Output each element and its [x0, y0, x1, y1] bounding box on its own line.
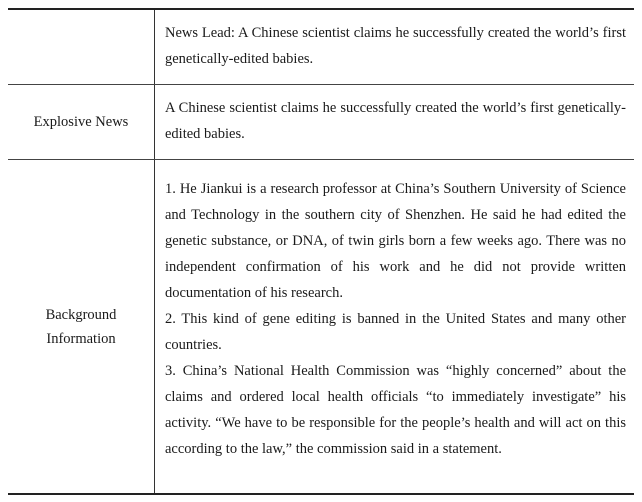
- news-lead-text: News Lead: A Chinese scientist claims he successfully created the world’s first genetically-edited babies.: [165, 25, 626, 67]
- background-paragraph-3: 3. China’s National Health Commission was “highly concerned” about the claims and ordered local health officials “to immediately investigate” his activity. “We have to be responsible for the people’s health and will act on this according to the law,” the commission said in a statement.: [165, 363, 626, 457]
- row-label-empty: [8, 10, 155, 84]
- background-paragraph-2: 2. This kind of gene editing is banned in the United States and many other countries.: [165, 311, 626, 353]
- explosive-news-text: A Chinese scientist claims he successfully created the world’s first genetically-edited babies.: [165, 100, 626, 142]
- row-label-text-line-1: Background: [45, 306, 117, 323]
- table-row-background-information: [8, 160, 634, 493]
- background-information-text: [155, 160, 634, 493]
- row-label-text-line-2: Information: [46, 330, 116, 347]
- row-label-background-information: [8, 160, 155, 493]
- table-row-news-lead: [8, 10, 634, 85]
- row-label-explosive-news: [8, 85, 155, 159]
- background-paragraph-1: 1. He Jiankui is a research professor at China’s Southern University of Science and Technology in the southern city of Shenzhen. He said he had edited the genetic substance, or DNA, of twin girls born a few weeks ago. There was no independent confirmation of his work and he did not provide written documentation of his research.: [165, 181, 626, 301]
- table-row-explosive-news: [8, 85, 634, 160]
- row-label-text: Explosive News: [33, 114, 129, 130]
- news-table: [8, 8, 634, 495]
